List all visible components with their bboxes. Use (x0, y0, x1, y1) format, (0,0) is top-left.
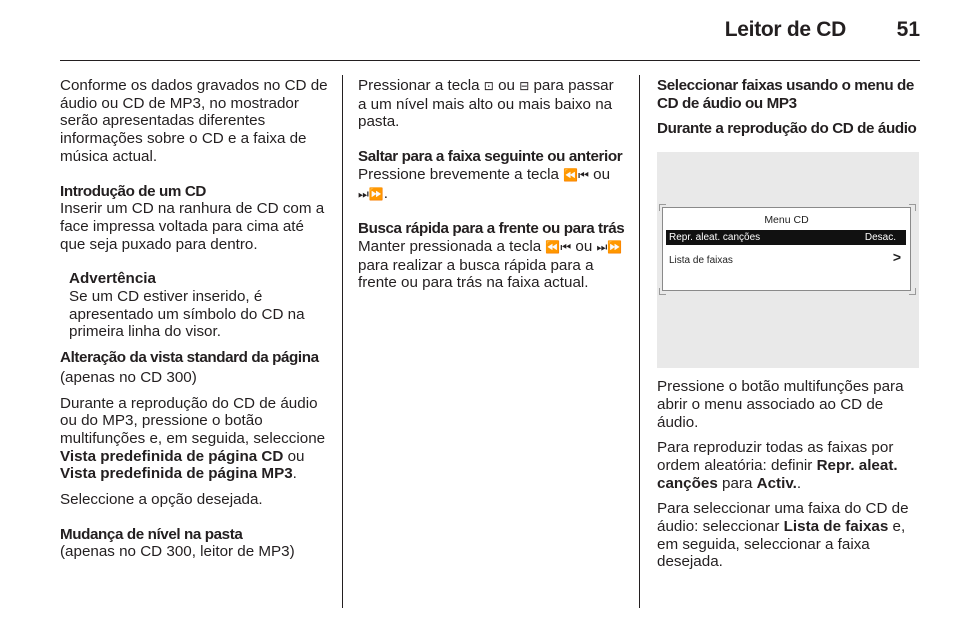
cd-menu-figure (657, 152, 919, 368)
subheading-playback: Durante a reprodução do CD de áudio (657, 120, 917, 138)
warning-text: Se um CD estiver inserido, é apresentado um símbolo do CD na primeira linha do visor. (69, 288, 305, 341)
page-number: 51 (896, 18, 920, 41)
folder-up-icon: ⊡ (483, 79, 494, 93)
select-option-paragraph: Seleccione a opção desejada. (60, 491, 263, 509)
header-divider (60, 60, 920, 61)
display-screen (662, 207, 911, 291)
shuffle-paragraph: Para reproduzir todas as faixas por ordem aleatória: definir Repr. aleat. canções para Activ.. (657, 439, 898, 492)
rewind-icon: ⏪⏮ (545, 239, 572, 254)
track-list-paragraph: Para seleccionar uma faixa do CD de áudio: seleccionar Lista de faixas e, em seguida, seleccionar a faixa desejada. (657, 500, 909, 571)
intro-paragraph: Conforme os dados gravados no CD de áudio ou CD de MP3, no mostrador serão apresentadas diferentes informações sobre o CD e a faixa de música actual. (60, 77, 328, 165)
page-title: Leitor de CD (724, 18, 846, 41)
section-heading-track-menu: Seleccionar faixas usando o menu de CD de áudio ou MP3 (657, 77, 914, 112)
section-heading-insert-cd: Introdução de um CD (60, 182, 206, 200)
menu-item-label: Repr. aleat. canções (669, 232, 761, 244)
view-paragraph: Durante a reprodução do CD de áudio ou do MP3, pressione o botão multifunções e, em seguida, seleccione Vista predefinida de página CD ou Vista predefinida de página MP3. (60, 394, 326, 483)
column-divider (342, 75, 343, 608)
menu-item-value: Desac. (864, 232, 896, 244)
press-button-paragraph: Pressione o botão multifunções para abrir o menu associado ao CD de áudio. (657, 378, 904, 431)
option-on: Activ. (756, 474, 797, 492)
fast-forward-icon: ⏭⏩ (596, 239, 623, 254)
folder-down-icon: ⊟ (519, 79, 530, 93)
section-heading-fast-search: Busca rápida para a frente ou para trás (358, 220, 625, 238)
chevron-right-icon: > (892, 249, 901, 266)
column-divider (639, 75, 640, 608)
menu-title: Menu CD (764, 214, 809, 227)
folder-note: (apenas no CD 300, leitor de MP3) (60, 543, 295, 561)
search-paragraph: Manter pressionada a tecla ⏪⏮ ou ⏭⏩ para realizar a busca rápida para a frente ou para trás na faixa actual. (358, 237, 623, 292)
previous-track-icon: ⏪⏮ (563, 167, 589, 182)
column-left (60, 77, 330, 561)
next-track-icon: ⏭⏩ (358, 186, 384, 201)
warning-title: Advertência (69, 270, 156, 288)
view-note: (apenas no CD 300) (60, 368, 197, 386)
option-cd-view: Vista predefinida de página CD (60, 447, 284, 465)
menu-item-track-list (669, 249, 905, 270)
option-mp3-view: Vista predefinida de página MP3 (60, 465, 293, 483)
warning-box (60, 270, 330, 341)
section-heading-default-view: Alteração da vista standard da página (60, 349, 319, 367)
folder-paragraph: Pressionar a tecla ⊡ ou ⊟ para passar a um nível mais alto ou mais baixo na pasta. (358, 77, 614, 131)
option-track-list: Lista de faixas (783, 518, 889, 536)
skip-paragraph: Pressione brevemente a tecla ⏪⏮ ou ⏭⏩. (358, 165, 611, 202)
column-middle (358, 77, 626, 292)
column-right (657, 77, 922, 571)
menu-item-label: Lista de faixas (669, 255, 733, 267)
option-shuffle: Repr. aleat. canções (657, 456, 898, 492)
section-heading-folder-level: Mudança de nível na pasta (60, 525, 243, 543)
menu-item-shuffle (666, 230, 906, 245)
insert-cd-paragraph: Inserir um CD na ranhura de CD com a face impressa voltada para cima até que seja puxado para dentro. (60, 200, 325, 253)
section-heading-skip-track: Saltar para a faixa seguinte ou anterior (358, 148, 623, 166)
